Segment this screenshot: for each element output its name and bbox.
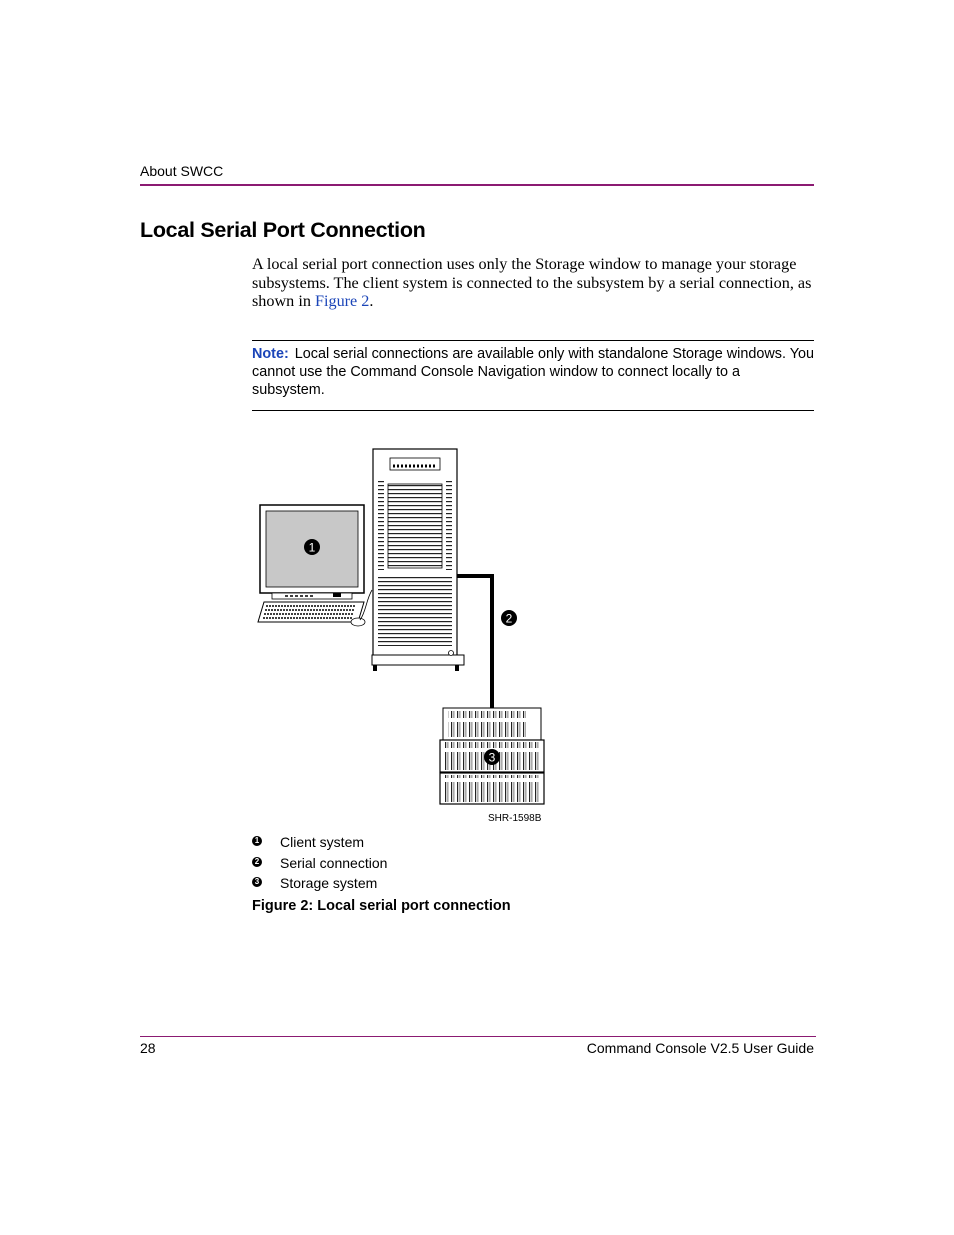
figure-caption: Figure 2: Local serial port connection <box>252 898 511 914</box>
body-text-end: . <box>369 292 374 311</box>
footer-title: Command Console V2.5 User Guide <box>586 1040 814 1056</box>
figure-id-label: SHR-1598B <box>488 813 542 824</box>
running-header: About SWCC <box>140 163 224 179</box>
figure-link[interactable]: Figure 2 <box>314 292 370 311</box>
legend-label: Storage system <box>280 875 378 891</box>
legend-number: 2 <box>252 857 262 867</box>
callout-1 <box>304 539 320 555</box>
connection-illustration <box>252 440 562 815</box>
section-title: Local Serial Port Connection <box>140 218 426 242</box>
svg-text:3: 3 <box>488 750 496 765</box>
note <box>252 345 814 399</box>
svg-text:2: 2 <box>505 611 513 626</box>
note-rule-top <box>252 340 814 341</box>
note-rule-bottom <box>252 410 814 411</box>
page-number: 28 <box>140 1040 156 1056</box>
legend-number: 1 <box>252 836 262 846</box>
legend-label: Serial connection <box>280 855 388 871</box>
legend-label: Client system <box>280 834 365 850</box>
note-text: Local serial connections are available only with standalone Storage windows. You cannot use the Command Console Navigation window to connect locally to a subsystem. <box>252 346 814 398</box>
footer-rule <box>140 1036 816 1037</box>
callout-3 <box>484 749 500 765</box>
legend-number: 3 <box>252 877 262 887</box>
server-tower <box>372 449 464 671</box>
note-label: Note: <box>252 346 289 362</box>
svg-text:1: 1 <box>308 540 316 555</box>
serial-cable <box>457 576 492 708</box>
callout-2 <box>501 610 517 626</box>
body-text: A local serial port connection uses only the Storage window to manage your storage subsystems. The client system is connected to the subsystem by a serial connection, as shown in <box>252 255 812 311</box>
header-rule <box>140 184 814 186</box>
body-paragraph <box>252 255 814 311</box>
